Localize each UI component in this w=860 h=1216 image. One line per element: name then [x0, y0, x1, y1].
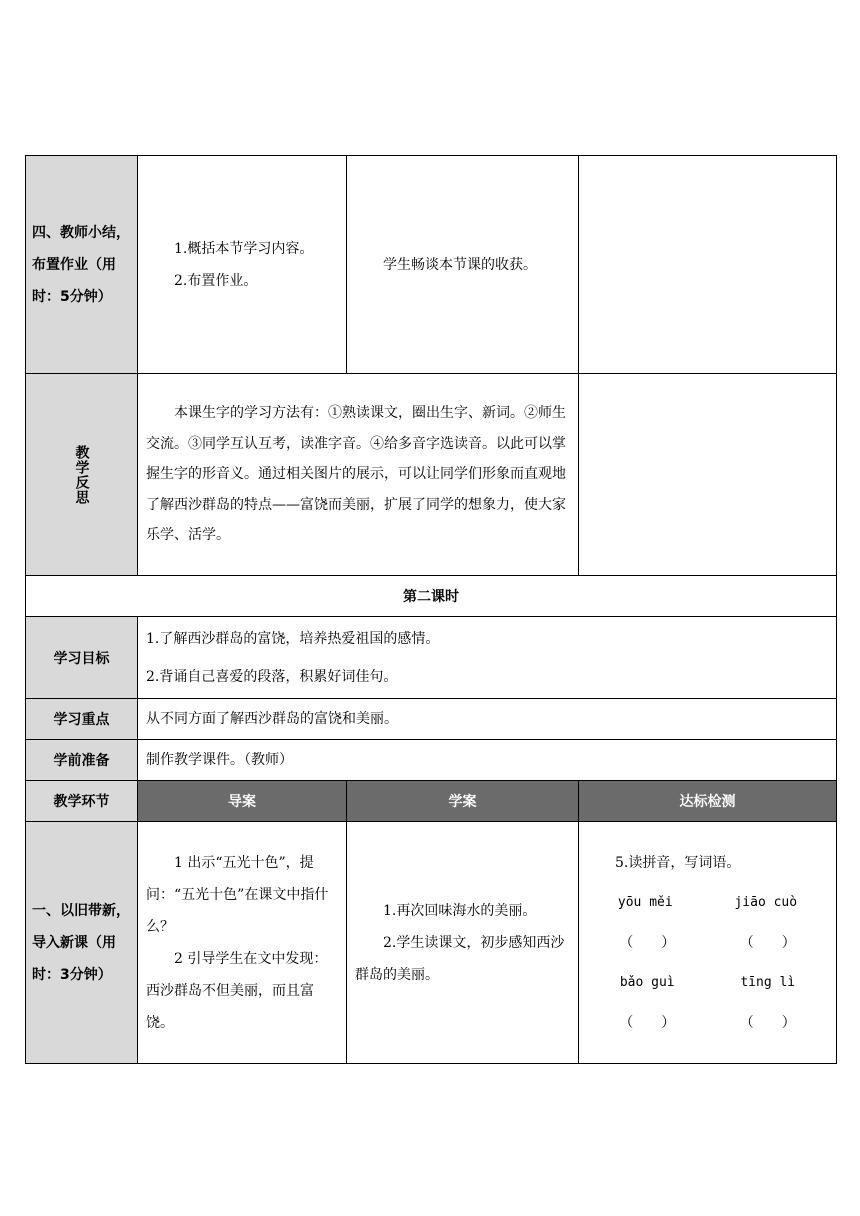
goal-item-2: 2.背诵自己喜爱的段落，积累好词佳句。 [146, 668, 398, 685]
section1-row [26, 822, 837, 1064]
lesson-plan-table [25, 155, 837, 1064]
preparation-cell [138, 740, 837, 781]
table-header-row [26, 781, 837, 822]
reflection-text-cell [138, 374, 579, 576]
header-guide: 导案 [138, 781, 347, 822]
goal-item-1: 1.了解西沙群岛的富饶，培养热爱祖国的感情。 [146, 630, 440, 647]
section1-study-item-1: 1.再次回味海水的美丽。 [383, 902, 537, 919]
answer-blank: （ ） [739, 1014, 796, 1031]
pinyin-row-2 [579, 963, 836, 1003]
section4-guide-item-2: 2.布置作业。 [174, 272, 258, 289]
answer-blank: （ ） [619, 934, 676, 951]
answer-blank: （ ） [739, 934, 796, 951]
section1-study-item-2: 2.学生读课文，初步感知西沙群岛的美丽。 [355, 934, 565, 983]
preparation-row [26, 740, 837, 781]
section4-study-text: 学生畅谈本节课的收获。 [383, 256, 537, 273]
key-points-row [26, 699, 837, 740]
section1-guide-item-2: 2 引导学生在文中发现：西沙群岛不但美丽，而且富饶。 [146, 950, 328, 1031]
section1-guide-item-1: 1 出示“五光十色”，提问：“五光十色”在课文中指什么？ [146, 854, 329, 935]
header-study: 学案 [347, 781, 579, 822]
pinyin-row-1 [579, 883, 836, 923]
preparation-text: 制作教学课件。（教师） [146, 752, 293, 768]
reflection-label-cell [26, 374, 138, 576]
reflection-row [26, 374, 837, 576]
section1-label: 一、以旧带新，导入新课（用时：3分钟） [26, 822, 138, 1064]
reflection-empty-cell [579, 374, 837, 576]
blank-row-1 [579, 923, 836, 963]
pinyin-word: tīng lì [740, 974, 796, 990]
section1-check-cell [579, 822, 837, 1064]
answer-blank: （ ） [619, 1014, 676, 1031]
lesson-plan-page [25, 155, 836, 1064]
key-points-label: 学习重点 [26, 699, 138, 740]
goals-row [26, 617, 837, 699]
key-points-cell [138, 699, 837, 740]
section4-guide-cell [138, 156, 347, 374]
section4-check-cell [579, 156, 837, 374]
blank-row-2 [579, 1003, 836, 1043]
section4-row [26, 156, 837, 374]
section1-study-cell [347, 822, 579, 1064]
reflection-text: 本课生字的学习方法有：①熟读课文，圈出生字、新词。②师生交流。③同学互认互考，读准字音。④给多音字选读音。以此可以掌握生字的形音义。通过相关图片的展示，可以让同学们形象而直观地了解西沙群岛的特点——富饶而美丽，扩展了同学的想象力，使大家乐学、活学。 [146, 405, 566, 544]
pinyin-word: yōu měi [617, 894, 673, 910]
pinyin-word: bǎo guì [619, 974, 675, 990]
check-title: 5.读拼音，写词语。 [615, 854, 741, 871]
pinyin-word: jiāo cuò [734, 894, 798, 910]
section4-label: 四、教师小结，布置作业（用时：5分钟） [26, 156, 138, 374]
section4-study-cell [347, 156, 579, 374]
reflection-label: 教学反思 [73, 444, 90, 505]
header-stage: 教学环节 [26, 781, 138, 822]
section4-guide-item-1: 1.概括本节学习内容。 [174, 240, 314, 257]
second-lesson-title: 第二课时 [26, 576, 837, 617]
section1-guide-cell [138, 822, 347, 1064]
goals-label: 学习目标 [26, 617, 138, 699]
header-check: 达标检测 [579, 781, 837, 822]
preparation-label: 学前准备 [26, 740, 138, 781]
second-lesson-row [26, 576, 837, 617]
key-points-text: 从不同方面了解西沙群岛的富饶和美丽。 [146, 711, 398, 727]
goals-cell [138, 617, 837, 699]
